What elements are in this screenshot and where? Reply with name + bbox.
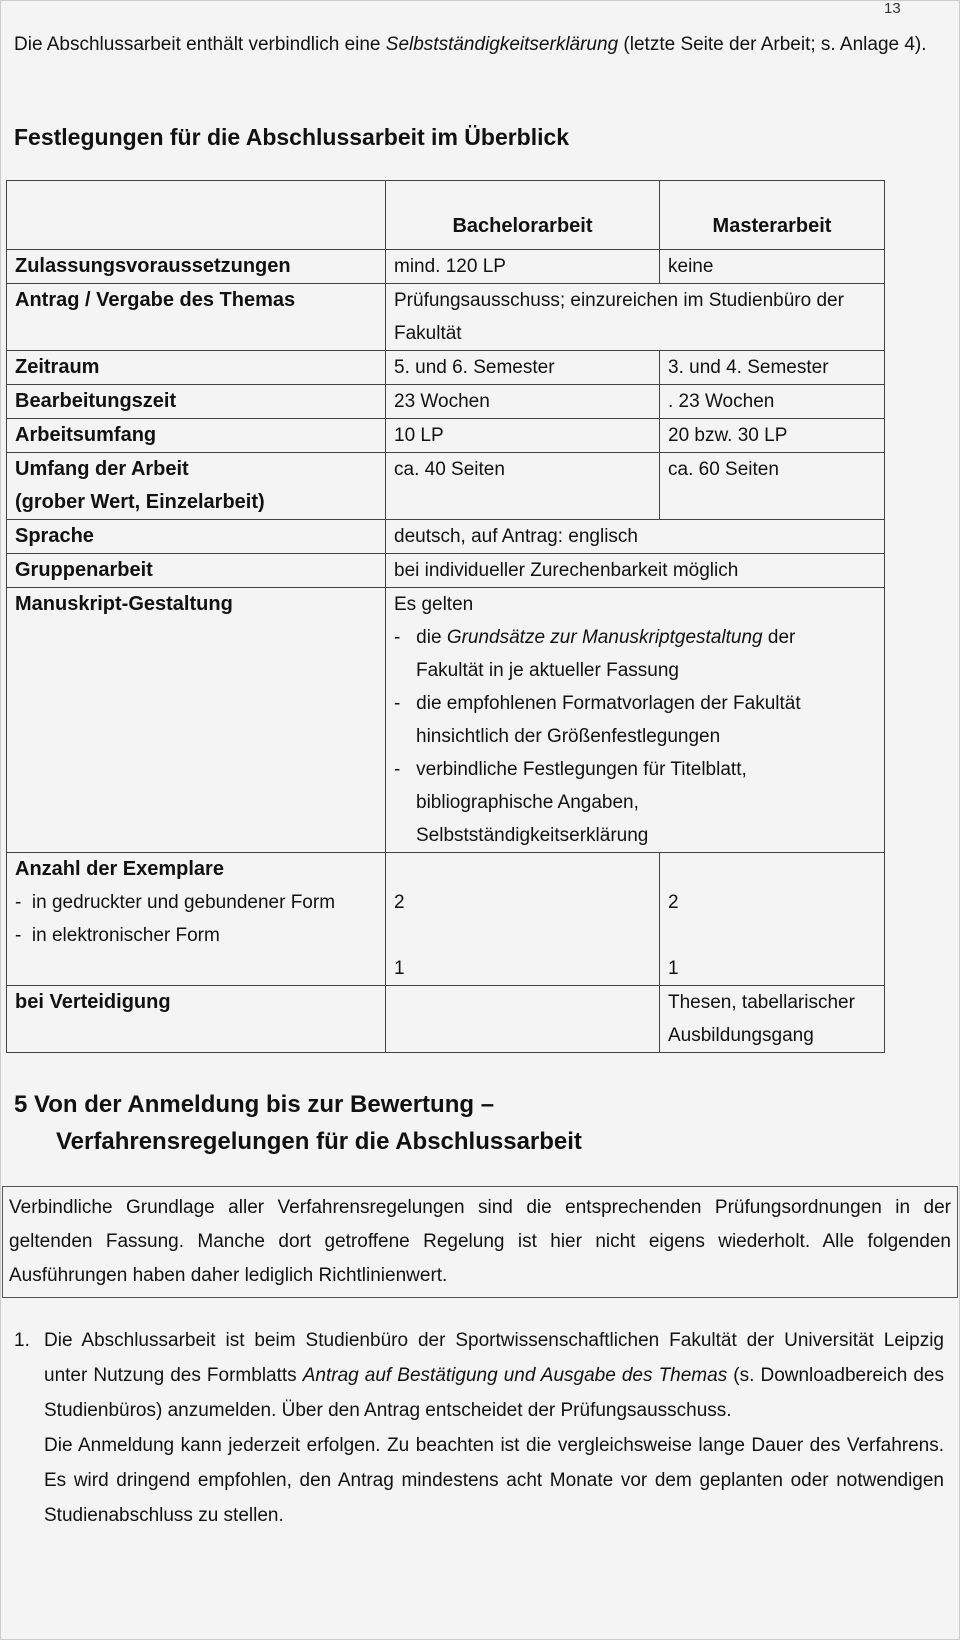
table-header-row — [7, 181, 885, 250]
bullet-dash: - — [394, 693, 401, 714]
list-item-paragraph: Die Anmeldung kann jederzeit erfolgen. Zu beachten ist die vergleichsweise lange Dauer des Verfahrens. Es wird dringend empfohlen, den Antrag mindestens acht Monate vor dem geplanten oder notwendigen Studienabschluss zu stellen. — [44, 1435, 944, 1526]
count-printed: 2 — [394, 892, 405, 913]
count-printed: 2 — [668, 892, 679, 913]
table-row — [7, 250, 885, 284]
row-label-line2: (grober Wert, Einzelarbeit) — [15, 491, 265, 513]
row-label: Zeitraum — [7, 351, 386, 385]
item-text: verbindliche Festlegungen für Titelblatt, bibliographische Angaben, Selbstständigkeitserklärung — [416, 759, 747, 846]
manuskript-item — [394, 753, 864, 852]
notice-box: Verbindliche Grundlage aller Verfahrensregelungen sind die entsprechenden Prüfungsordnungen in der geltenden Fassung. Manche dort getroffene Regelung ist hier nicht eigens wiederholt. Alle folgenden Ausführungen haben daher lediglich Richtlinienwert. — [2, 1186, 958, 1298]
table-row — [7, 419, 885, 453]
bullet-dash: - — [15, 925, 22, 946]
cell-bachelor — [386, 986, 660, 1053]
table-row — [7, 554, 885, 588]
row-label: Arbeitsumfang — [7, 419, 386, 453]
intro-italic: Selbstständigkeitserklärung — [385, 34, 619, 55]
header-empty — [7, 181, 386, 250]
row-label: bei Verteidigung — [7, 986, 386, 1053]
cell-master — [660, 853, 885, 986]
item-text: die empfohlenen Formatvorlagen der Fakultät hinsichtlich der Größenfestlegungen — [416, 693, 801, 747]
cell-both — [386, 588, 885, 853]
row-label-line1: Umfang der Arbeit — [15, 458, 189, 480]
sub-label-text: in gedruckter und gebundener Form — [31, 892, 336, 913]
bullet-dash: - — [394, 759, 401, 780]
row-label: Bearbeitungszeit — [7, 385, 386, 419]
cell-both: bei individueller Zurechenbarkeit möglich — [386, 554, 885, 588]
table-row — [7, 385, 885, 419]
section-heading-line2: Verfahrensregelungen für die Abschlussarbeit — [56, 1128, 582, 1155]
table-row — [7, 588, 885, 853]
row-sub-label — [15, 919, 377, 952]
cell-master: 3. und 4. Semester — [660, 351, 885, 385]
cell-bachelor: 23 Wochen — [386, 385, 660, 419]
cell-bachelor: mind. 120 LP — [386, 250, 660, 284]
intro-text: Die Abschlussarbeit enthält verbindlich eine — [14, 34, 386, 55]
cell-bachelor — [386, 853, 660, 986]
cell-bachelor: 10 LP — [386, 419, 660, 453]
item-text: der Fakultät in je aktueller Fassung — [416, 627, 796, 681]
table-row — [7, 520, 885, 554]
manuskript-item — [394, 687, 864, 753]
cell-master: 20 bzw. 30 LP — [660, 419, 885, 453]
item-text: Die Abschlussarbeit ist beim Studienbüro der Sportwissenschaftlichen Fakultät der Universität Leipzig unter Nutzung des Formblatts — [44, 1330, 944, 1386]
table-row — [7, 453, 885, 520]
row-label-title: Anzahl der Exemplare — [15, 858, 224, 880]
row-label: Antrag / Vergabe des Themas — [7, 284, 386, 351]
list-item — [14, 1323, 944, 1533]
cell-master: keine — [660, 250, 885, 284]
section-heading — [14, 1086, 582, 1160]
manuskript-item — [394, 621, 864, 687]
page-number: 13 — [884, 0, 901, 17]
row-sub-label — [15, 886, 377, 919]
cell-master: ca. 60 Seiten — [660, 453, 885, 520]
cell-bachelor: 5. und 6. Semester — [386, 351, 660, 385]
count-electronic: 1 — [394, 958, 405, 979]
count-electronic: 1 — [668, 958, 679, 979]
table-row — [7, 284, 885, 351]
sub-label-text: in elektronischer Form — [31, 925, 220, 946]
cell-master: . 23 Wochen — [660, 385, 885, 419]
row-label: Manuskript-Gestaltung — [7, 588, 386, 853]
intro-text-end: (letzte Seite der Arbeit; s. Anlage 4). — [618, 34, 927, 55]
section-heading-line1: 5 Von der Anmeldung bis zur Bewertung – — [14, 1091, 495, 1118]
list-number: 1. — [14, 1330, 30, 1351]
bullet-dash: - — [15, 892, 22, 913]
intro-paragraph — [14, 28, 944, 61]
cell-master: Thesen, tabellarischer Ausbildungsgang — [660, 986, 885, 1053]
overview-heading: Festlegungen für die Abschlussarbeit im Überblick — [14, 124, 570, 150]
item-text: (s. Downloadbereich des Studienbüros) anzumelden. Über den Antrag entscheidet der Prüfungsausschuss. — [44, 1365, 944, 1421]
bullet-dash: - — [394, 627, 401, 648]
row-label — [7, 453, 386, 520]
item-text: die — [416, 627, 447, 648]
row-label: Sprache — [7, 520, 386, 554]
row-label: Zulassungsvoraussetzungen — [7, 250, 386, 284]
overview-table — [6, 180, 885, 1053]
cell-bachelor: ca. 40 Seiten — [386, 453, 660, 520]
table-row — [7, 351, 885, 385]
item-italic: Grundsätze zur Manuskriptgestaltung — [446, 627, 763, 648]
header-bachelor: Bachelorarbeit — [386, 181, 660, 250]
table-row — [7, 853, 885, 986]
list-item-body — [14, 1323, 944, 1428]
row-label: Gruppenarbeit — [7, 554, 386, 588]
manuskript-intro: Es gelten — [394, 594, 474, 615]
header-master: Masterarbeit — [660, 181, 885, 250]
cell-both: deutsch, auf Antrag: englisch — [386, 520, 885, 554]
cell-both: Prüfungsausschuss; einzureichen im Studienbüro der Fakultät — [386, 284, 885, 351]
item-italic: Antrag auf Bestätigung und Ausgabe des Themas — [302, 1365, 728, 1386]
row-label — [7, 853, 386, 986]
table-row — [7, 986, 885, 1053]
numbered-list — [14, 1323, 944, 1533]
